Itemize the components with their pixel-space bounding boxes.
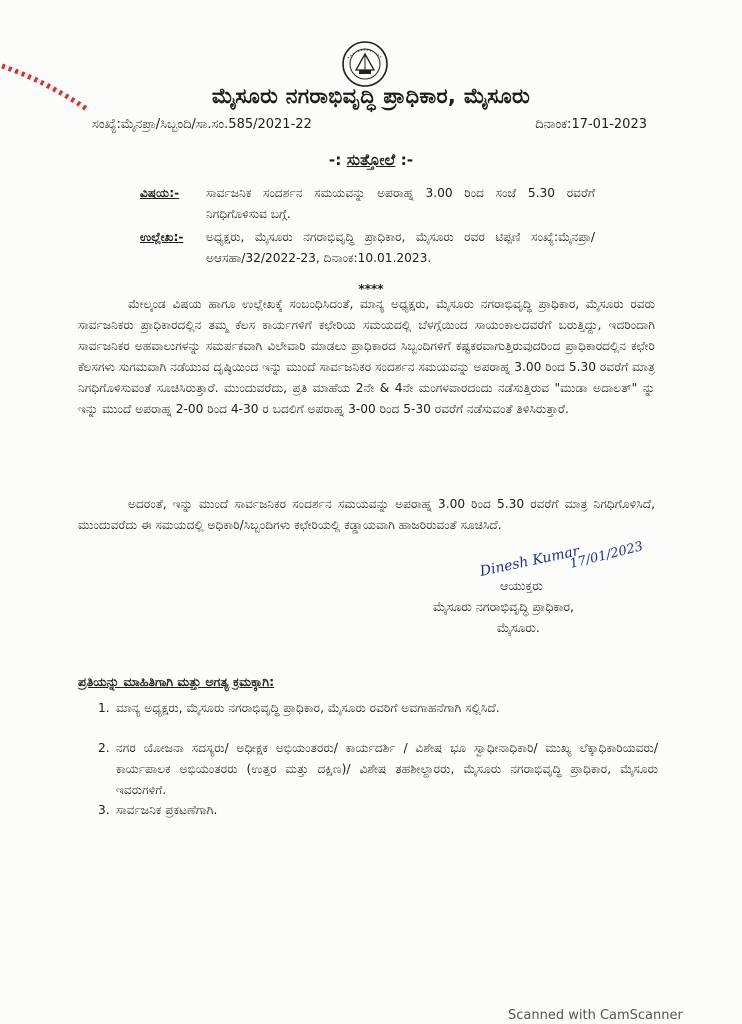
list-text: ಮಾನ್ಯ ಅಧ್ಯಕ್ಷರು, ಮೈಸೂರು ನಗರಾಭಿವೃದ್ಧಿ ಪ್ರಾಧಿಕಾರ, ಮೈಸೂರು ರವರಿಗೆ ಅವಗಾಹನೆಗಾಗಿ ಸಲ್ಲಿಸಿದೆ. [116,701,500,715]
svg-text:Dinesh Kumar: Dinesh Kumar [478,543,581,580]
list-text: ಸಾರ್ವಜನಿಕ ಪ್ರಕಟಣೆಗಾಗಿ. [116,803,218,817]
reference-number: ಸಂಖ್ಯೆ:ಮೈನಪ್ರಾ/ಸಿಬ್ಬಂದಿ/ಸಾ.ಸಂ.585/2021-22 [92,117,312,132]
copy-list-item [98,800,658,821]
document-date: ದಿನಾಂಕ:17-01-2023 [535,117,647,132]
list-number: 3. [98,803,110,817]
scanner-watermark: Scanned with CamScanner [508,1008,683,1023]
svg-text:17/01/2023: 17/01/2023 [568,539,645,572]
body-paragraph-1: ಮೇಲ್ಕಂಡ ವಿಷಯ ಹಾಗೂ ಉಲ್ಲೇಖಕ್ಕೆ ಸಂಬಂಧಿಸಿದಂತೆ, ಮಾನ್ಯ ಅಧ್ಯಕ್ಷರು, ಮೈಸೂರು ನಗರಾಭಿವೃದ್ಧಿ ಪ್ರಾಧಿಕಾರ, ಮೈಸೂರು ರವರು ಸಾರ್ವಜನಿಕರು ಪ್ರಾಧಿಕಾರದಲ್ಲಿನ ತಮ್ಮ ಕೆಲಸ ಕಾರ್ಯಗಳಿಗೆ ಕಛೇರಿಯ ಸಮಯದಲ್ಲಿ ಬೆಳಗ್ಗೆಯಿಂದ ಸಾಯಂಕಾಲದವರೆಗೆ ಬರುತ್ತಿದ್ದು, ಇದರಿಂದಾಗಿ ಸಾರ್ವಜನಿಕರ ಅಹವಾಲುಗಳನ್ನು ಸಮರ್ಪಕವಾಗಿ ವಿಲೇವಾರಿ ಮಾಡಲು ಪ್ರಾಧಿಕಾರದ ಸಿಬ್ಬಂದಿಗಳಿಗೆ ಕಷ್ಟಕರವಾಗುತ್ತಿರುವುದರಿಂದ ಪ್ರಾಧಿಕಾರದಲ್ಲಿನ ಕಛೇರಿ ಕೆಲಸಗಳು ಸುಗಮವಾಗಿ ನಡೆಯುವ ದೃಷ್ಠಿಯಿಂದ ಇನ್ನು ಮುಂದೆ ಸಾರ್ವಜನಿಕರ ಸಂದರ್ಶನ ಸಮಯವನ್ನು ಅಪರಾಹ್ನ 3.00 ರಿಂದ 5.30 ರವರೆಗೆ ಮಾತ್ರ ನಿಗಧಿಗೊಳಿಸುವಂತೆ ಸೂಚಿಸಿರುತ್ತಾರೆ. ಮುಂದುವರೆದು, ಪ್ರತಿ ಮಾಹೆಯ 2ನೇ & 4ನೇ ಮಂಗಳವಾರದಂದು ನಡೆಸುತ್ತಿರುವ "ಮುಡಾ ಅದಾಲತ್" ನ್ನು ಇನ್ನು ಮುಂದೆ ಅಪರಾಹ್ನ 2-00 ರಿಂದ 4-30 ರ ಬದಲಿಗೆ ಅಪರಾಹ್ನ 3-00 ರಿಂದ 5-30 ರವರೆಗೆ ನಡೆಸುವಂತೆ ತಿಳಿಸಿರುತ್ತಾರೆ. [78,297,655,416]
signatory-place [497,620,540,636]
reference-text: ಅಧ್ಯಕ್ಷರು, ಮೈಸೂರು ನಗರಾಭಿವೃದ್ಧಿ ಪ್ರಾಧಿಕಾರ, ಮೈಸೂರು ರವರ ಟಿಪ್ಪಣಿ ಸಂಖ್ಯೆ:ಮೈನಪ್ರಾ/ಅಆಸಹಾ/32/2022-23, ದಿನಾಂಕ:10.01.2023. [206,230,595,265]
subject-label: ವಿಷಯ:- [140,186,180,200]
reference-row [140,227,595,269]
signatory-designation: ಆಯುಕ್ತರು [500,578,543,593]
subject-row [140,183,595,225]
list-number: 1. [98,701,110,715]
title-prefix: -: [328,151,347,169]
place-text: ಮೈಸೂರು. [497,620,540,635]
separator-stars: **** [358,282,384,296]
circular-title [0,151,742,170]
organization-title: ಮೈಸೂರು ನಗರಾಭಿವೃದ್ಧಿ ಪ್ರಾಧಿಕಾರ, ಮೈಸೂರು [211,84,531,108]
list-number: 2. [98,741,110,755]
reference-label: ಉಲ್ಲೇಖ:- [140,230,184,244]
title-label: ಸುತ್ತೋಲೆ [346,151,396,169]
list-text: ನಗರ ಯೋಜನಾ ಸದಸ್ಯರು/ ಅಧೀಕ್ಷಕ ಅಭಿಯಂತರರು/ ಕಾರ್ಯದರ್ಶಿ / ವಿಶೇಷ ಭೂ ಸ್ವಾಧೀನಾಧಿಕಾರಿ/ ಮುಖ್ಯ ಲೆಕ್ಕಾಧಿಕಾರಿಯವರು/ ಕಾರ್ಯಪಾಲಕ ಅಭಿಯಂತರರು (ಉತ್ತರ ಮತ್ತು ದಕ್ಷಿಣ)/ ವಿಶೇಷ ತಹಶೀಲ್ದಾರರು, ಮೈಸೂರು ನಗರಾಭಿವೃದ್ಧಿ ಪ್ರಾಧಿಕಾರ, ಮೈಸೂರು ಇವರುಗಳಿಗೆ. [116,741,658,797]
copy-list-item [98,698,658,740]
handwritten-signature [475,538,645,588]
title-suffix: :- [395,151,414,169]
copy-to-heading: ಪ್ರತಿಯನ್ನು ಮಾಹಿತಿಗಾಗಿ ಮತ್ತು ಅಗತ್ಯ ಕ್ರಮಕ್ಕಾಗಿ: [78,674,275,689]
body-paragraph-2: ಅದರಂತೆ, ಇನ್ನು ಮುಂದೆ ಸಾರ್ವಜನಿಕರ ಸಂದರ್ಶನ ಸಮಯವನ್ನು ಅಪರಾಹ್ನ 3.00 ರಿಂದ 5.30 ರವರೆಗೆ ಮಾತ್ರ ನಿಗಧಿಗೊಳಿಸಿದೆ, ಮುಂದುವರೆದು ಈ ಸಮಯದಲ್ಲಿ ಅಧಿಕಾರಿ/ಸಿಬ್ಬಂದಿಗಳು ಕಛೇರಿಯಲ್ಲಿ ಕಡ್ಡಾಯವಾಗಿ ಹಾಜರಿರುವಂತೆ ಸೂಚಿಸಿದೆ. [78,497,655,532]
subject-text: ಸಾರ್ವಜನಿಕ ಸಂದರ್ಶನ ಸಮಯವನ್ನು ಅಪರಾಹ್ನ 3.00 ರಿಂದ ಸಂಜೆ 5.30 ರವರೆಗೆ ನಿಗಧಿಗೊಳಿಸುವ ಬಗ್ಗೆ. [206,186,595,221]
copy-list-item [98,738,658,801]
signatory-office: ಮೈಸೂರು ನಗರಾಭಿವೃದ್ಧಿ ಪ್ರಾಧಿಕಾರ, [433,599,575,614]
authority-seal-icon [341,40,389,88]
